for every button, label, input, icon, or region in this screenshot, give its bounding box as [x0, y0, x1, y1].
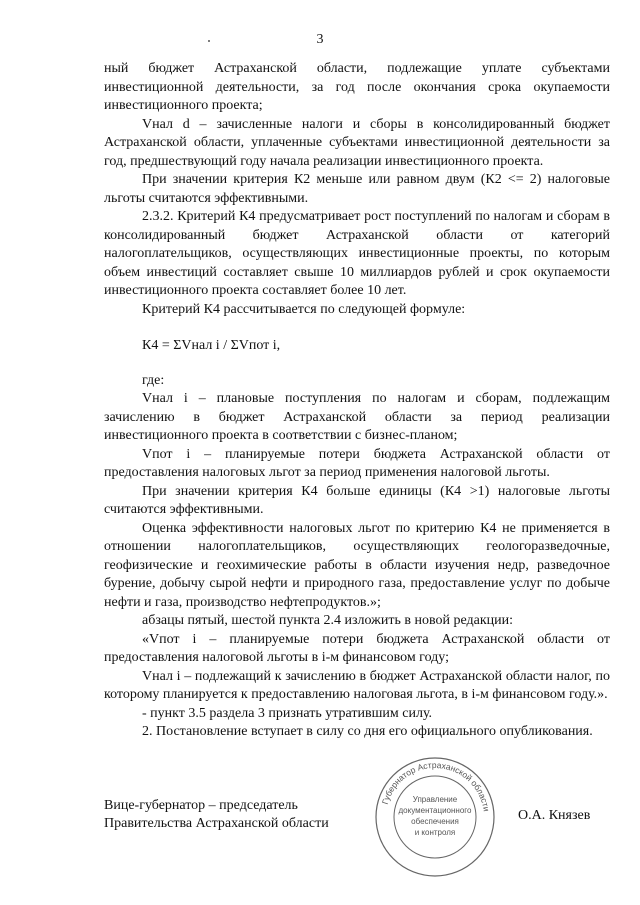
position-line: Правительства Астраханской области: [104, 816, 329, 831]
document-body: [104, 60, 610, 742]
paragraph: «Vпот i – планируемые потери бюджета Астраханской области от предоставления налоговой льготы в i-м финансовом году;: [104, 631, 610, 665]
paragraph: Vпот i – планируемые потери бюджета Астраханской области от предоставления налоговых льгот за период применения налоговой льготы.: [104, 446, 610, 480]
signatory-name: О.А. Князев: [518, 808, 591, 823]
paragraph: абзацы пятый, шестой пункта 2.4 изложить в новой редакции:: [142, 613, 513, 628]
stamp-line: обеспечения: [411, 817, 459, 826]
paragraph: Vнал i – плановые поступления по налогам и сборам, подлежащим зачислению в бюджет Астраханской области за период реализации инвестиционного проекта в соответствии с бизнес-планом;: [104, 391, 610, 443]
stamp-line: Управление: [412, 795, 458, 804]
paragraph: - пункт 3.5 раздела 3 признать утратившим силу.: [142, 705, 433, 721]
paragraph: где:: [142, 372, 165, 388]
paragraph: 2.3.2. Критерий К4 предусматривает рост поступлений по налогам и сборам в консолидированный бюджет Астраханской области от категорий налогоплательщиков, осуществляющих инвестиционные проекты, по которым объем инвестиций составляет свыше 10 миллиардов рублей и срок окупаемости инвестиционного проекта составляет более 10 лет.: [104, 209, 610, 298]
paragraph: ный бюджет Астраханской области, подлежащие уплате субъектами инвестиционной деятельности, за год после окончания срока окупаемости инвестиционного проекта;: [104, 61, 610, 113]
paragraph: 2. Постановление вступает в силу со дня его официального опубликования.: [142, 724, 593, 739]
signatory-position: [104, 797, 329, 833]
paragraph: Оценка эффективности налоговых льгот по критерию К4 не применяется в отношении налогоплательщиков, осуществляющих геологоразведочные, геофизические и геохимические работы в области изучения недр, разведочное бурение, добычу сырой нефти и природного газа, предоставление услуг по добыче нефти и газа, производство нефтепродуктов.»;: [104, 520, 610, 610]
formula: К4 = ΣVнал i / ΣVпот i,: [142, 338, 281, 353]
paragraph: Vнал i – подлежащий к зачислению в бюджет Астраханской области налог, по которому планируется к предоставлению налоговая льгота, в i-м финансовом году.».: [104, 668, 610, 702]
paragraph: Vнал d – зачисленные налоги и сборы в консолидированный бюджет Астраханской области, уплаченные субъектами инвестиционной деятельности за год, предшествующий году начала реализации инвестиционного проекта.: [104, 116, 610, 169]
paragraph: При значении критерия К4 больше единицы (К4 >1) налоговые льготы считаются эффективными.: [104, 483, 610, 517]
stamp-line: документационного: [398, 806, 472, 815]
paragraph: Критерий К4 рассчитывается по следующей формуле:: [142, 301, 466, 317]
official-stamp: [373, 755, 497, 879]
stamp-line: и контроля: [414, 828, 456, 837]
paragraph: При значении критерия К2 меньше или равном двум (К2 <= 2) налоговые льготы считаются эффективными.: [104, 172, 610, 206]
position-line: Вице-губернатор – председатель: [104, 798, 298, 813]
stamp-ring-text: Губернатор Астраханской области: [379, 759, 492, 813]
page-number: 3: [316, 32, 324, 47]
